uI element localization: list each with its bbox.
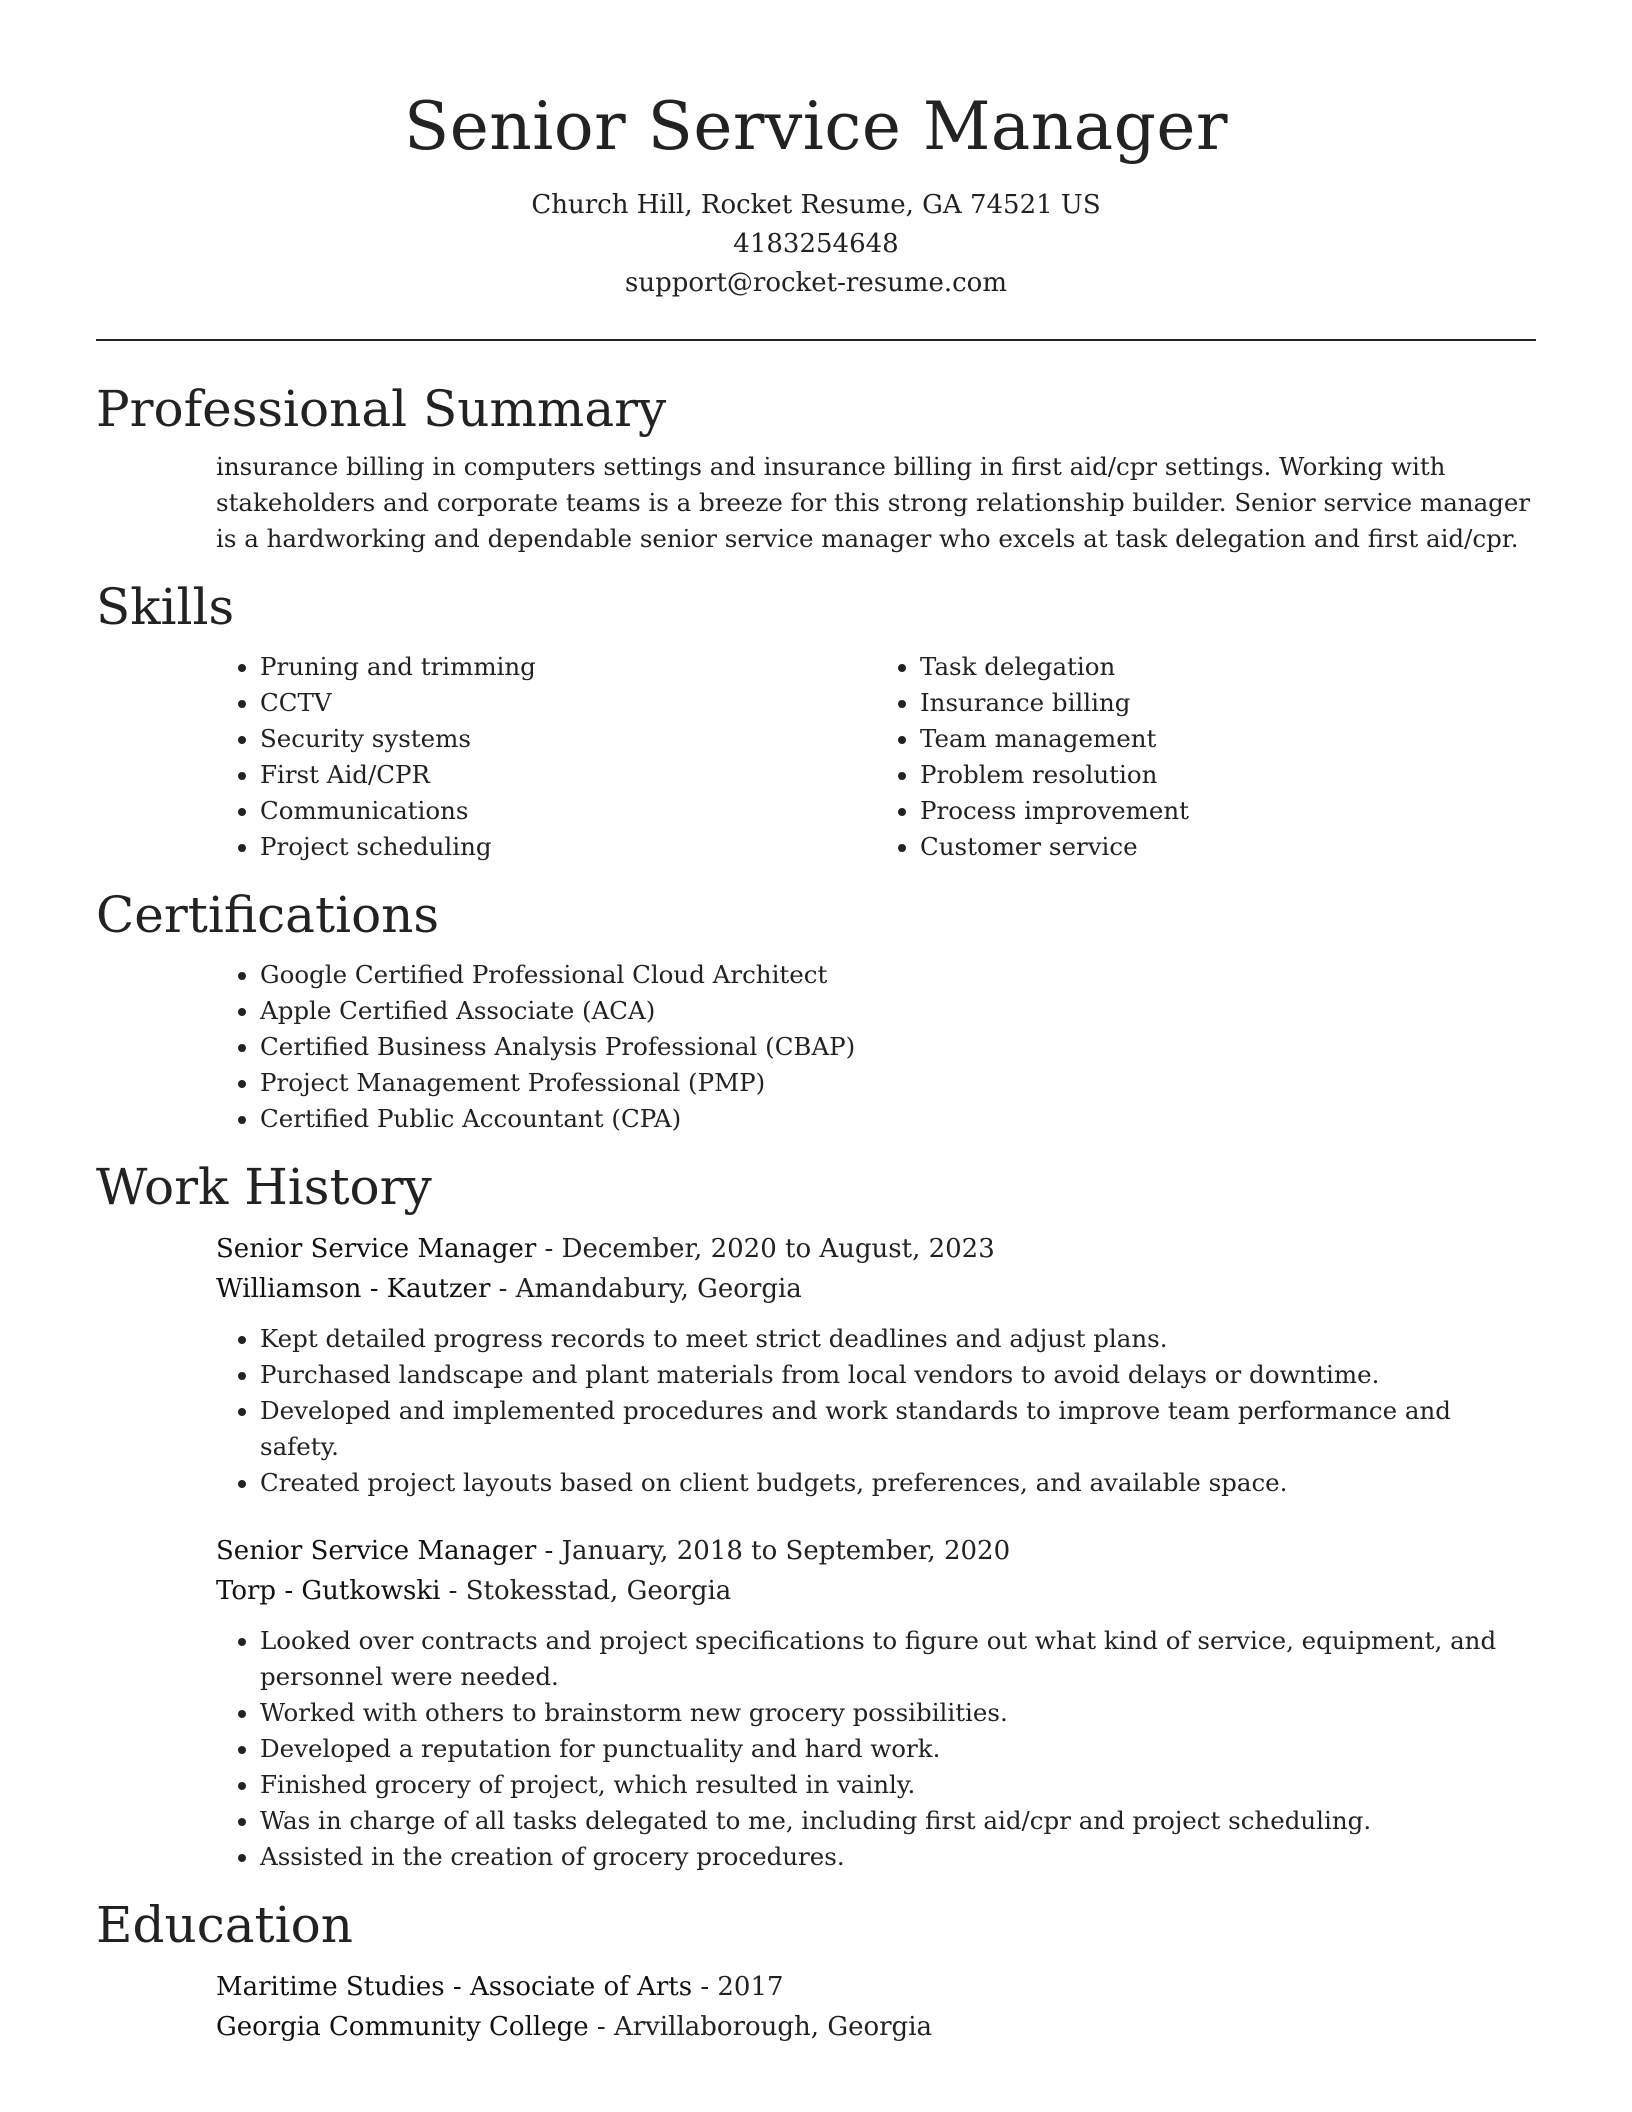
job-location: - Amandabury, Georgia (490, 1274, 802, 1304)
education-school-line (216, 2007, 1536, 2047)
contact-email: support@rocket-resume.com (624, 268, 1007, 298)
contact-address: Church Hill, Rocket Resume, GA 74521 US (531, 190, 1101, 220)
education-heading: Education (96, 1896, 353, 1954)
skill-item: • First Aid/CPR (260, 757, 876, 793)
skill-item: • CCTV (260, 685, 876, 721)
education-location: - Arvillaborough, Georgia (588, 2012, 933, 2042)
certification-item: • Google Certified Professional Cloud Architect (260, 957, 1536, 993)
job-header (216, 1531, 1536, 1611)
education-section (96, 1893, 1536, 2047)
job-company-line (216, 1571, 1536, 1611)
job-bullets (216, 1623, 1536, 1875)
contact-block (96, 186, 1536, 303)
job-location: - Stokesstad, Georgia (440, 1576, 732, 1606)
skill-item: • Communications (260, 793, 876, 829)
work-heading: Work History (96, 1158, 432, 1216)
job-bullet: • Looked over contracts and project specifications to figure out what kind of service, equipment, and personnel were needed. (260, 1623, 1536, 1695)
job-bullet: • Developed a reputation for punctuality and hard work. (260, 1731, 1536, 1767)
certifications-list (216, 957, 1536, 1137)
job-title-line (216, 1531, 1536, 1571)
job-title-line (216, 1229, 1536, 1269)
summary-text: insurance billing in computers settings and insurance billing in first aid/cpr settings. Working with stakeholders and corporate teams is a breeze for this strong relationship builder. Senior service manager is a hardworking and dependable senior service manager who excels at task delegation and first aid/cpr. (216, 452, 1531, 553)
skills-grid (216, 649, 1536, 865)
skill-item: • Security systems (260, 721, 876, 757)
header-divider (96, 339, 1536, 341)
certifications-section (96, 883, 1536, 1137)
job-title: Senior Service Manager (216, 1234, 537, 1264)
job-title: Senior Service Manager (216, 1536, 537, 1566)
job-bullet: • Created project layouts based on client budgets, preferences, and available space. (260, 1465, 1536, 1501)
job-bullet: • Developed and implemented procedures and work standards to improve team performance and safety. (260, 1393, 1536, 1465)
certifications-body (216, 957, 1536, 1137)
education-school: Georgia Community College (216, 2012, 589, 2042)
education-year: - 2017 (692, 1972, 784, 2002)
job-entry (216, 1531, 1536, 1875)
skill-item: • Project scheduling (260, 829, 876, 865)
skill-item: • Problem resolution (920, 757, 1536, 793)
job-bullet: • Was in charge of all tasks delegated to me, including first aid/cpr and project scheduling. (260, 1803, 1536, 1839)
certifications-heading: Certifications (96, 886, 440, 944)
skill-item: • Task delegation (920, 649, 1536, 685)
job-bullets (216, 1321, 1536, 1501)
resume-header (96, 0, 1536, 303)
skill-item: • Team management (920, 721, 1536, 757)
job-entry (216, 1229, 1536, 1501)
skills-heading: Skills (96, 578, 235, 636)
job-bullet: • Purchased landscape and plant materials from local vendors to avoid delays or downtime. (260, 1357, 1536, 1393)
skill-item: • Pruning and trimming (260, 649, 876, 685)
job-dates: - December, 2020 to August, 2023 (536, 1234, 995, 1264)
skill-item: • Insurance billing (920, 685, 1536, 721)
education-entry (216, 1967, 1536, 2047)
skill-item: • Process improvement (920, 793, 1536, 829)
skills-list-left (216, 649, 876, 865)
resume-name: Senior Service Manager (403, 88, 1228, 165)
job-bullet: • Finished grocery of project, which resulted in vainly. (260, 1767, 1536, 1803)
education-degree-line (216, 1967, 1536, 2007)
job-company: Williamson - Kautzer (216, 1274, 491, 1304)
certification-item: • Apple Certified Associate (ACA) (260, 993, 1536, 1029)
job-header (216, 1229, 1536, 1309)
skill-item: • Customer service (920, 829, 1536, 865)
summary-heading: Professional Summary (96, 380, 667, 438)
certification-item: • Project Management Professional (PMP) (260, 1065, 1536, 1101)
skills-section (96, 575, 1536, 865)
education-degree: Maritime Studies - Associate of Arts (216, 1972, 693, 2002)
work-section (96, 1155, 1536, 1875)
summary-body (216, 449, 1536, 557)
skills-list-right (876, 649, 1536, 865)
summary-section (96, 377, 1536, 557)
certification-item: • Certified Public Accountant (CPA) (260, 1101, 1536, 1137)
certification-item: • Certified Business Analysis Professional (CBAP) (260, 1029, 1536, 1065)
job-dates: - January, 2018 to September, 2020 (536, 1536, 1011, 1566)
job-bullet: • Worked with others to brainstorm new grocery possibilities. (260, 1695, 1536, 1731)
job-company: Torp - Gutkowski (216, 1576, 441, 1606)
job-company-line (216, 1269, 1536, 1309)
contact-phone: 4183254648 (733, 229, 899, 259)
job-bullet: • Assisted in the creation of grocery procedures. (260, 1839, 1536, 1875)
job-bullet: • Kept detailed progress records to meet strict deadlines and adjust plans. (260, 1321, 1536, 1357)
